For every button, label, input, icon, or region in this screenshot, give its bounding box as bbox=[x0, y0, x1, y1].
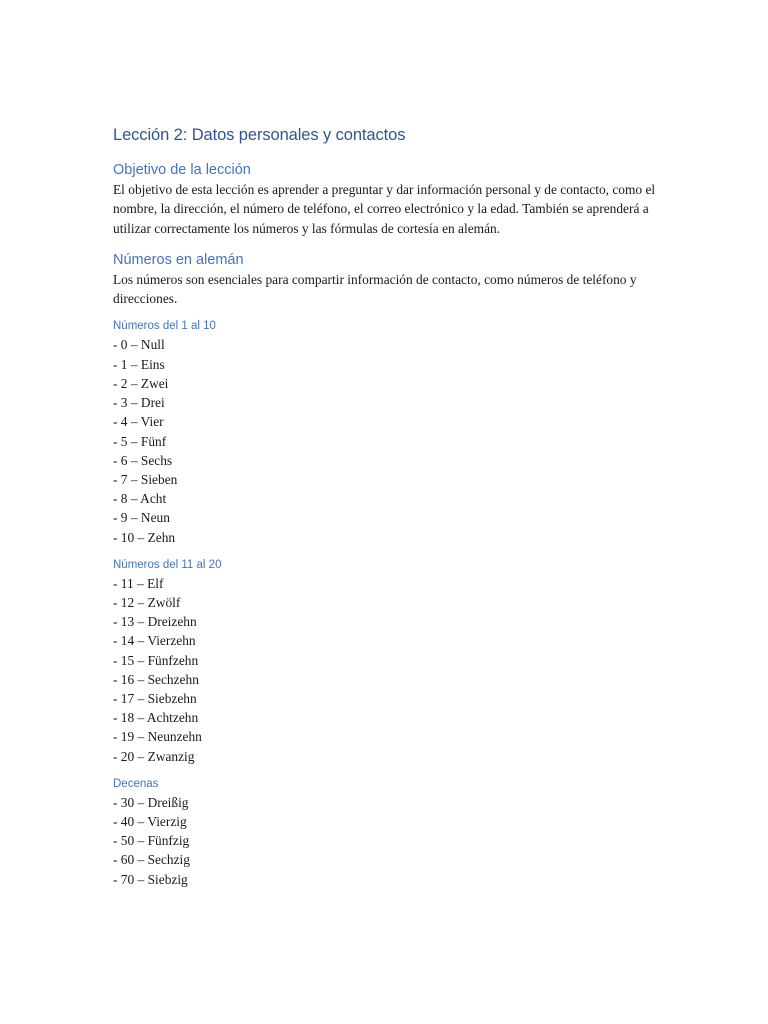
subsection-11-20 bbox=[113, 557, 673, 766]
list-item: - 2 – Zwei bbox=[113, 375, 169, 391]
list-item: - 3 – Drei bbox=[113, 395, 165, 411]
list-item: - 18 – Achtzehn bbox=[113, 710, 199, 726]
section-objective bbox=[113, 160, 673, 238]
list-item: - 4 – Vier bbox=[113, 414, 164, 430]
subheading-11-20: Números del 11 al 20 bbox=[113, 558, 222, 571]
list-item: - 50 – Fünfzig bbox=[113, 833, 190, 849]
spacer bbox=[113, 308, 673, 318]
list-item: - 70 – Siebzig bbox=[113, 871, 188, 887]
number-list-1-10 bbox=[113, 335, 673, 546]
subsection-1-10 bbox=[113, 318, 673, 546]
list-item: - 0 – Null bbox=[113, 337, 165, 353]
list-item: - 8 – Acht bbox=[113, 491, 167, 507]
list-item: - 60 – Sechzig bbox=[113, 852, 190, 868]
list-item: - 9 – Neun bbox=[113, 510, 170, 526]
number-list-11-20 bbox=[113, 574, 673, 766]
list-item: - 16 – Sechzehn bbox=[113, 671, 199, 687]
list-item: - 15 – Fünfzehn bbox=[113, 652, 199, 668]
spacer bbox=[113, 148, 673, 160]
list-item: - 40 – Vierzig bbox=[113, 813, 187, 829]
list-item: - 11 – Elf bbox=[113, 575, 164, 591]
list-item: - 20 – Zwanzig bbox=[113, 748, 195, 764]
list-item: - 14 – Vierzehn bbox=[113, 633, 196, 649]
page-title: Lección 2: Datos personales y contactos bbox=[113, 126, 406, 144]
section-heading-numbers: Números en alemán bbox=[113, 251, 244, 268]
subheading-1-10: Números del 1 al 10 bbox=[113, 320, 216, 333]
list-item: - 7 – Sieben bbox=[113, 471, 178, 487]
spacer bbox=[113, 238, 673, 250]
section-numbers bbox=[113, 250, 673, 889]
section-heading-objective: Objetivo de la lección bbox=[113, 162, 251, 178]
document-page bbox=[113, 122, 673, 889]
number-list-tens bbox=[113, 793, 673, 889]
list-item: - 13 – Dreizehn bbox=[113, 614, 197, 630]
list-item: - 10 – Zehn bbox=[113, 529, 176, 545]
spacer bbox=[113, 766, 673, 776]
spacer bbox=[113, 547, 673, 557]
list-item: - 19 – Neunzehn bbox=[113, 729, 202, 745]
list-item: - 30 – Dreißig bbox=[113, 794, 189, 810]
subheading-tens: Decenas bbox=[113, 777, 159, 790]
list-item: - 1 – Eins bbox=[113, 356, 165, 372]
subsection-tens bbox=[113, 776, 673, 889]
numbers-intro-paragraph: Los números son esenciales para compartir información de contacto, como números de teléfono y direcciones. bbox=[113, 271, 637, 307]
list-item: - 5 – Fünf bbox=[113, 433, 167, 449]
list-item: - 17 – Siebzehn bbox=[113, 690, 197, 706]
list-item: - 6 – Sechs bbox=[113, 452, 173, 468]
list-item: - 12 – Zwölf bbox=[113, 594, 181, 610]
objective-paragraph: El objetivo de esta lección es aprender a preguntar y dar información personal y de contacto, como el nombre, la dirección, el número de teléfono, el correo electrónico y la edad. También se aprenderá a utilizar correctamente los números y las fórmulas de cortesía en alemán. bbox=[113, 182, 656, 236]
